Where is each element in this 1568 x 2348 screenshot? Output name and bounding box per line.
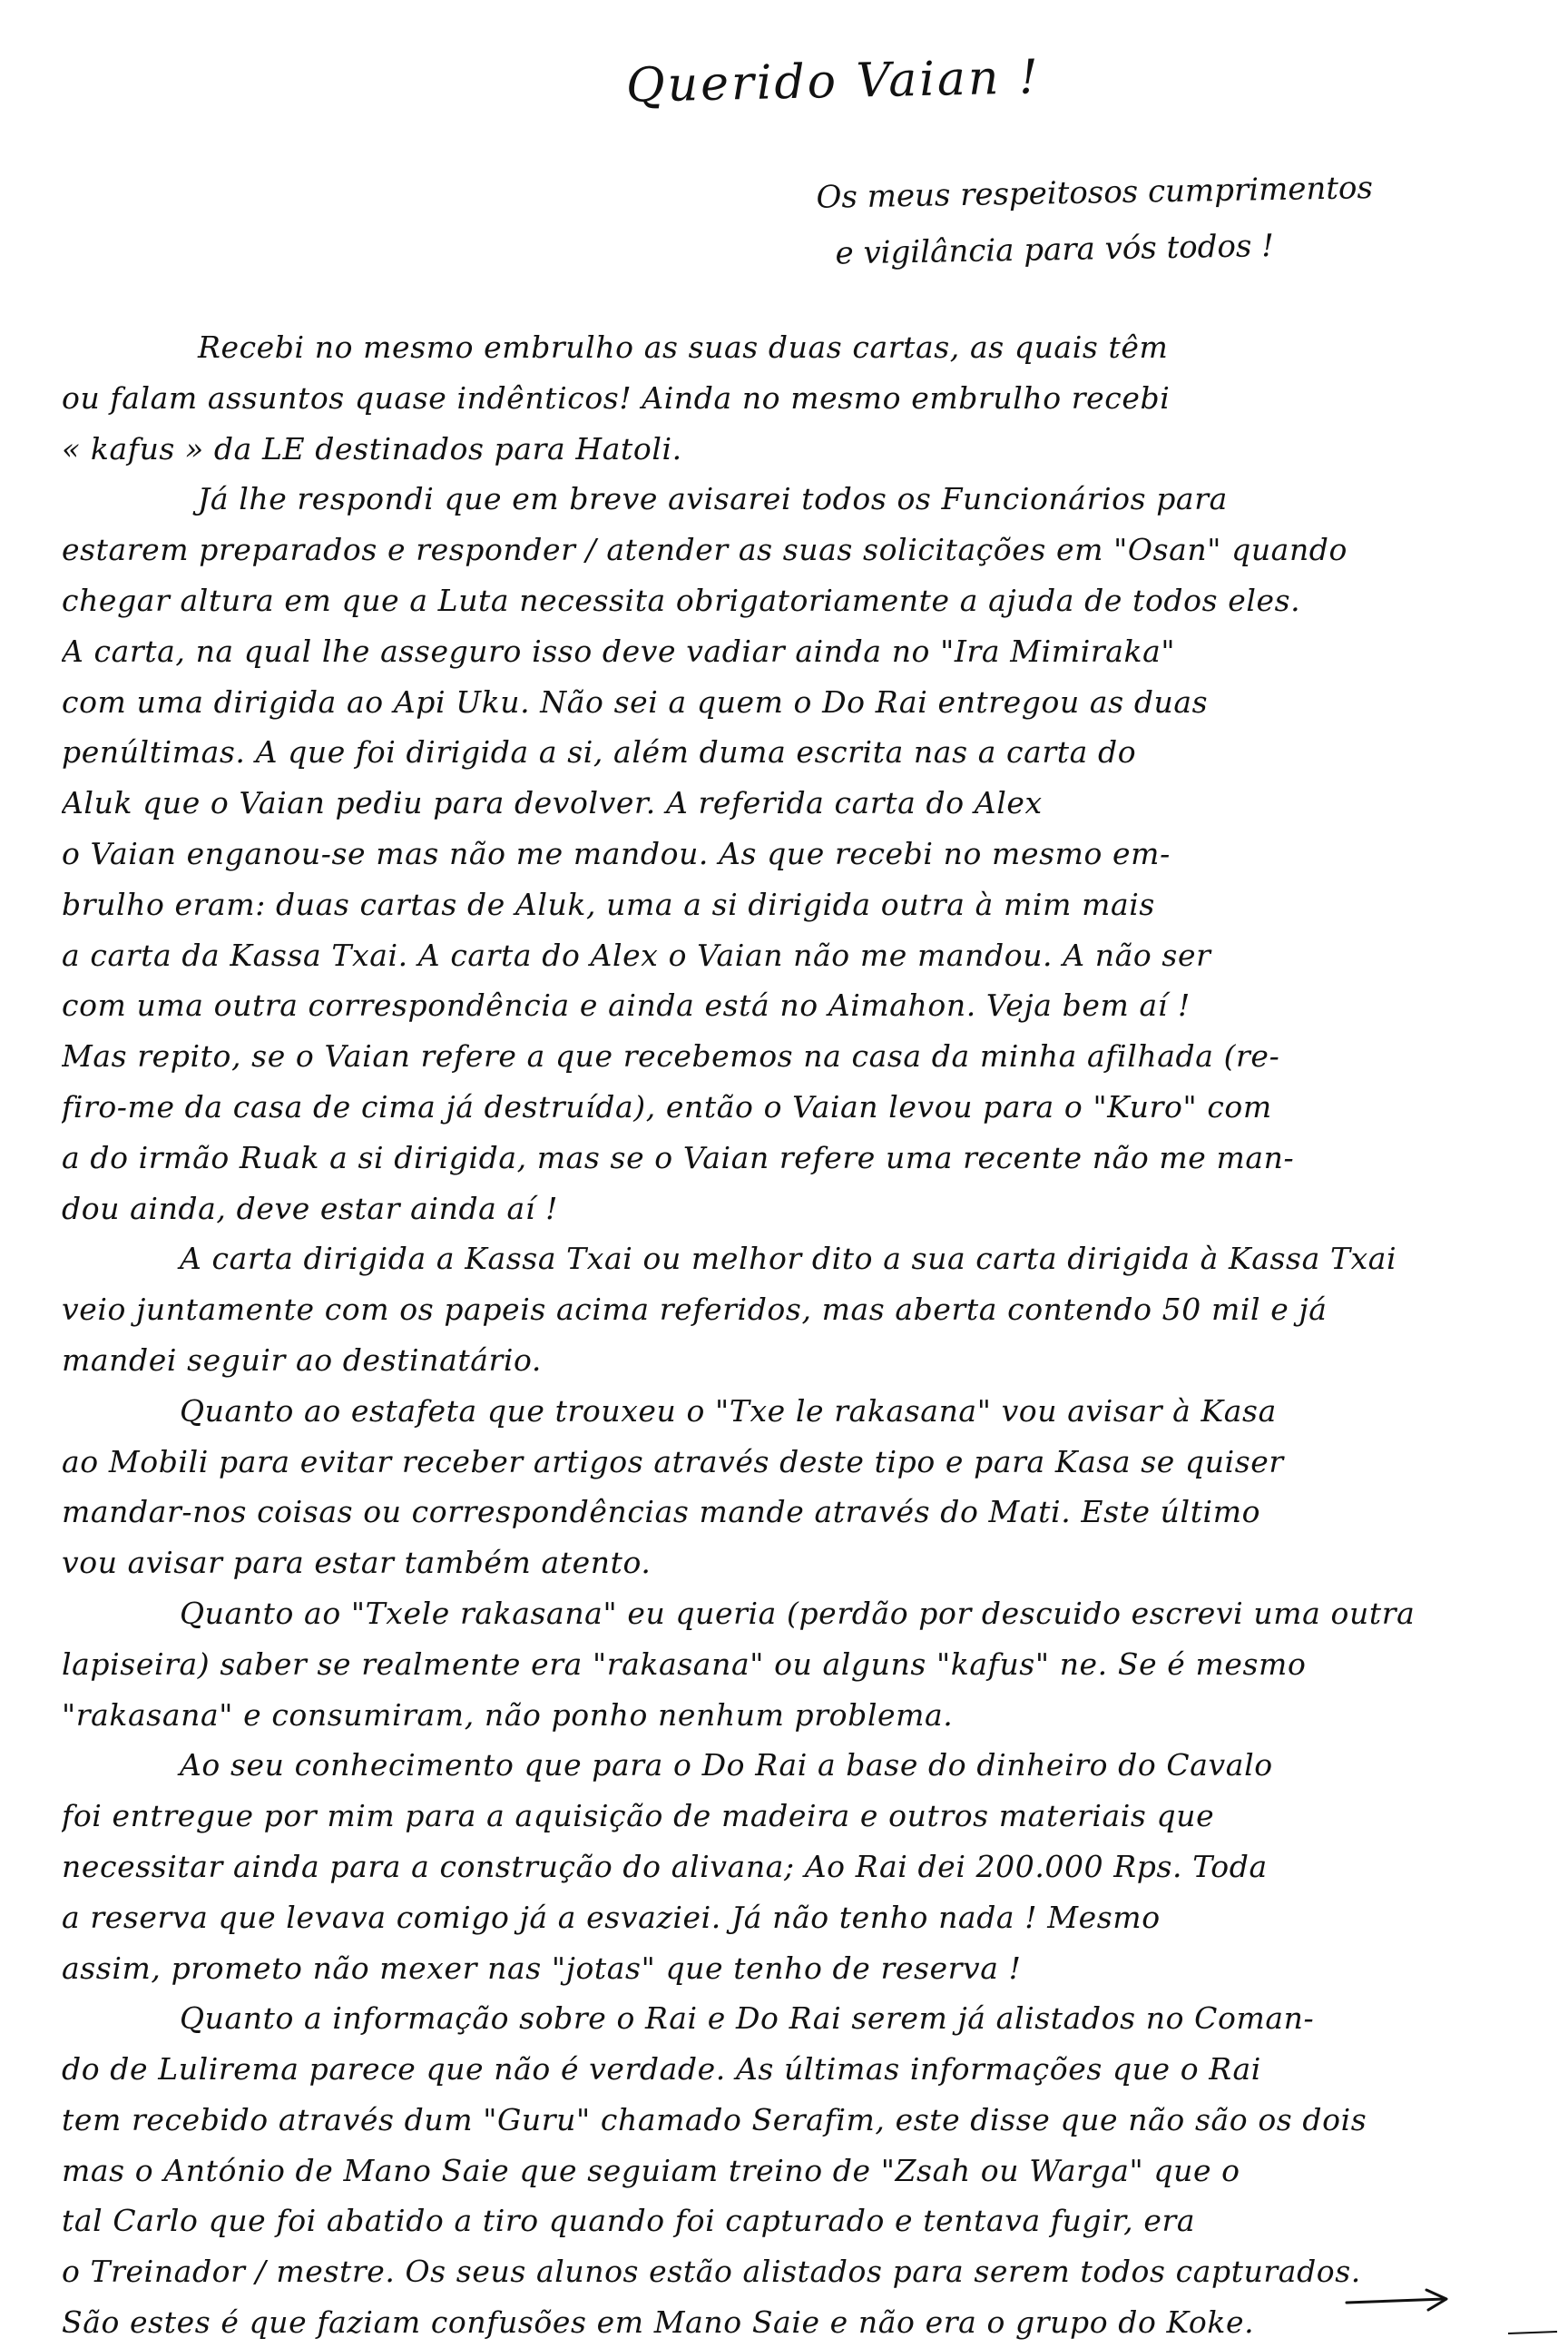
letter-line: tem recebido através dum "Guru" chamado Serafim, este disse que não são os dois bbox=[62, 2101, 1367, 2137]
letter-line: São estes é que faziam confusões em Mano Saie e não era o grupo do Koke. bbox=[62, 2304, 1255, 2341]
letter-line: A carta dirigida a Kassa Txai ou melhor dito a sua carta dirigida à Kassa Txai bbox=[180, 1241, 1397, 1277]
letter-line: mandei seguir ao destinatário. bbox=[62, 1341, 542, 1378]
margin-mark bbox=[1506, 2328, 1561, 2337]
letter-line: brulho eram: duas cartas de Aluk, uma a si dirigida outra à mim mais bbox=[62, 886, 1155, 922]
letter-line: a reserva que levava comigo já a esvaziei. Já não tenho nada ! Mesmo bbox=[62, 1899, 1161, 1935]
letter-line: foi entregue por mim para a aquisição de madeira e outros materiais que bbox=[62, 1798, 1215, 1834]
letter-line: lapiseira) saber se realmente era "rakasana" ou alguns "kafus" ne. Se é mesmo bbox=[62, 1646, 1307, 1682]
letter-line: a do irmão Ruak a si dirigida, mas se o Vaian refere uma recente não me man- bbox=[62, 1139, 1295, 1175]
letter-line: necessitar ainda para a construção do alivana; Ao Rai dei 200.000 Rps. Toda bbox=[62, 1848, 1268, 1884]
letter-line: A carta, na qual lhe asseguro isso deve vadiar ainda no "Ira Mimiraka" bbox=[62, 633, 1176, 669]
letter-body bbox=[62, 322, 1532, 2348]
letter-line: Já lhe respondi que em breve avisarei todos os Funcionários para bbox=[198, 481, 1228, 517]
letter-line: tal Carlo que foi abatido a tiro quando foi capturado e tentava fugir, era bbox=[62, 2203, 1196, 2239]
letter-salutation: Querido Vaian ! bbox=[625, 50, 1042, 113]
letter-line: Mas repito, se o Vaian refere a que recebemos na casa da minha afilhada (re- bbox=[62, 1038, 1280, 1075]
letter-greeting bbox=[816, 157, 1525, 282]
letter-line: chegar altura em que a Luta necessita obrigatoriamente a ajuda de todos eles. bbox=[62, 582, 1301, 618]
greeting-line: e vigilância para vós todos ! bbox=[835, 228, 1275, 272]
letter-line: Recebi no mesmo embrulho as suas duas cartas, as quais têm bbox=[198, 329, 1169, 365]
letter-line: Quanto a informação sobre o Rai e Do Rai serem já alistados no Coman- bbox=[180, 2000, 1315, 2037]
letter-line: Quanto ao estafeta que trouxeu o "Txe le rakasana" vou avisar à Kasa bbox=[180, 1392, 1277, 1429]
letter-line: o Treinador / mestre. Os seus alunos estão alistados para serem todos capturados. bbox=[62, 2254, 1361, 2290]
letter-line: vou avisar para estar também atento. bbox=[62, 1545, 652, 1581]
letter-line: « kafus » da LE destinados para Hatoli. bbox=[62, 430, 682, 467]
right-arrow-icon bbox=[1343, 2287, 1452, 2314]
letter-line: ao Mobili para evitar receber artigos através deste tipo e para Kasa se quiser bbox=[62, 1443, 1284, 1479]
letter-line: veio juntamente com os papeis acima referidos, mas aberta contendo 50 mil e já bbox=[62, 1292, 1328, 1328]
letter-line: Quanto ao "Txele rakasana" eu queria (perdão por descuido escrevi uma outra bbox=[180, 1595, 1416, 1631]
letter-line: com uma outra correspondência e ainda está no Aimahon. Veja bem aí ! bbox=[62, 987, 1191, 1024]
letter-line: o Vaian enganou-se mas não me mandou. As que recebi no mesmo em- bbox=[62, 835, 1171, 871]
greeting-line: Os meus respeitosos cumprimentos bbox=[816, 170, 1374, 216]
letter-line: Aluk que o Vaian pediu para devolver. A referida carta do Alex bbox=[62, 785, 1043, 821]
letter-line: mas o António de Mano Saie que seguiam treino de "Zsah ou Warga" que o bbox=[62, 2152, 1240, 2188]
letter-line: estarem preparados e responder / atender as suas solicitações em "Osan" quando bbox=[62, 532, 1348, 568]
letter-line: dou ainda, deve estar ainda aí ! bbox=[62, 1190, 558, 1226]
letter-line: Ao seu conhecimento que para o Do Rai a base do dinheiro do Cavalo bbox=[180, 1747, 1273, 1783]
letter-line: do de Lulirema parece que não é verdade. As últimas informações que o Rai bbox=[62, 2051, 1261, 2088]
letter-line: assim, prometo não mexer nas "jotas" que tenho de reserva ! bbox=[62, 1950, 1022, 1986]
letter-line: com uma dirigida ao Api Uku. Não sei a quem o Do Rai entregou as duas bbox=[62, 683, 1209, 720]
letter-line: a carta da Kassa Txai. A carta do Alex o Vaian não me mandou. A não ser bbox=[62, 937, 1211, 973]
letter-line: ou falam assuntos quase indênticos! Ainda no mesmo embrulho recebi bbox=[62, 379, 1171, 416]
letter-line: mandar-nos coisas ou correspondências mande através do Mati. Este último bbox=[62, 1494, 1261, 1530]
letter-line: penúltimas. A que foi dirigida a si, além duma escrita nas a carta do bbox=[62, 734, 1137, 771]
letter-line: "rakasana" e consumiram, não ponho nenhum problema. bbox=[62, 1696, 954, 1733]
letter-line: firo-me da casa de cima já destruída), então o Vaian levou para o "Kuro" com bbox=[62, 1088, 1272, 1125]
